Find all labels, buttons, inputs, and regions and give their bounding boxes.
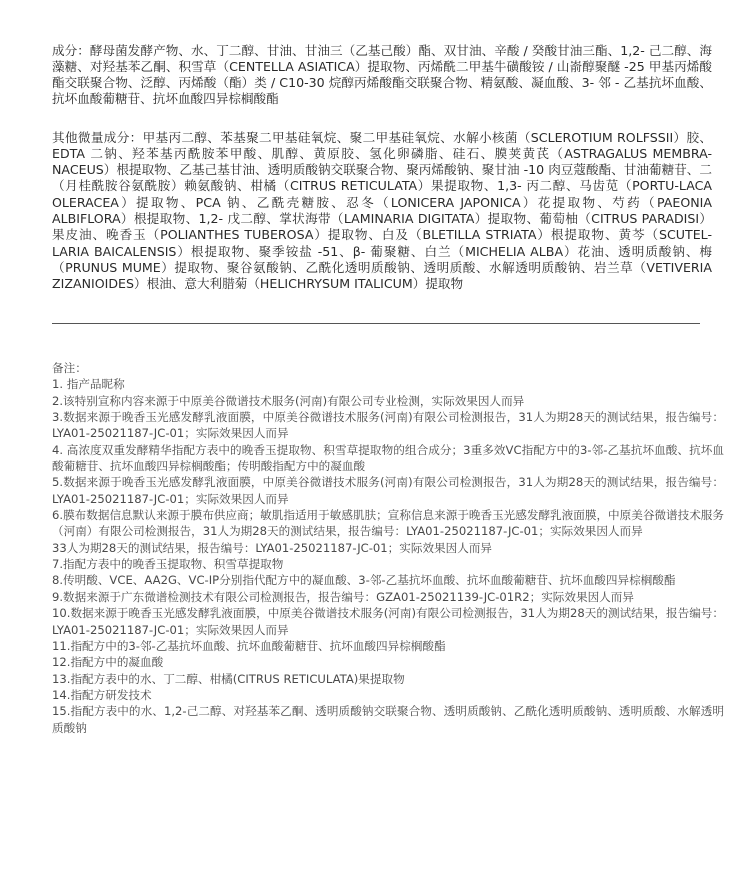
- notes-heading: 备注：: [52, 361, 87, 375]
- note-item-7: 7.指配方表中的晚香玉提取物、积雪草提取物: [52, 557, 284, 572]
- note-item-4: 4. 高浓度双重发酵精华指配方表中的晚香玉提取物、积雪草提取物的组合成分；3重多效VC指配方中的3-邻-乙基抗坏血酸、抗坏血酸葡糖苷、抗坏血酸四异棕榈酸酯；传明酸指配方中的凝血酸: [52, 442, 724, 474]
- note-item-12: 12.指配方中的凝血酸: [52, 655, 164, 670]
- main-ingredients-paragraph: 成分：酵母菌发酵产物、水、丁二醇、甘油、甘油三（乙基己酸）酯、双甘油、辛酸 / 癸酸甘油三酯、1,2- 己二醇、海藻糖、对羟基苯乙酮、积雪草（CENTELLA ASIATICA）提取物、丙烯酰二甲基牛磺酸铵 / 山嵛醇聚醚 -25 甲基丙烯酸酯交联聚合物、泛醇、丙烯酸（酯）类 / C10-30 烷醇丙烯酸酯交联聚合物、精氨酸、凝血酸、3- 邻 - 乙基抗坏血酸、抗坏血酸葡糖苷、抗坏血酸四异棕榈酸酯: [52, 42, 712, 107]
- note-item-2: 2.该特别宣称内容来源于中原美谷微谱技术服务(河南)有限公司专业检测，实际效果因人而异: [52, 393, 525, 408]
- note-item-9: 9.数据来源于广东微谱检测技术有限公司检测报告，报告编号：GZA01-25021139-JC-01R2；实际效果因人而异: [52, 589, 634, 604]
- note-item-3: 3.数据来源于晚香玉光感发酵乳液面膜，中原美谷微谱技术服务(河南)有限公司检测报告，31人为期28天的测试结果，报告编号：LYA01-25021187-JC-01；实际效果因人而异: [52, 410, 724, 441]
- section-divider: [52, 323, 700, 324]
- note-item-14: 14.指配方研发技术: [52, 687, 152, 702]
- note-item-11: 11.指配方中的3-邻-乙基抗坏血酸、抗坏血酸葡糖苷、抗坏血酸四异棕榈酸酯: [52, 638, 446, 653]
- note-item-15: 15.指配方表中的水、1,2-己二醇、对羟基苯乙酮、透明质酸钠交联聚合物、透明质酸钠、乙酰化透明质酸钠、透明质酸、水解透明质酸钠: [52, 704, 724, 735]
- minor-ingredients-paragraph: 其他微量成分：甲基丙二醇、苯基聚二甲基硅氧烷、聚二甲基硅氧烷、水解小核菌（SCLEROTIUM ROLFSSII）胶、EDTA 二钠、羟苯基丙酰胺苯甲酸、肌醇、黄原胶、氢化卵磷脂、硅石、膜荚黄芪（ASTRAGALUS MEMBRA-NACEUS）根提取物、乙基己基甘油、透明质酸钠交联聚合物、聚丙烯酸钠、聚甘油 -10 肉豆蔻酸酯、甘油葡糖苷、二（月桂酰胺谷氨酰胺）赖氨酸钠、柑橘（CITRUS RETICULATA）果提取物、1,3- 丙二醇、马齿苋（PORTU-LACA OLERACEA）提取物、PCA 钠、乙酰壳糖胺、忍冬（LONICERA JAPONICA）花提取物、芍药（PAEONIA ALBIFLORA）根提取物、1,2- 戊二醇、掌状海带（LAMINARIA DIGITATA）提取物、葡萄柚（CITRUS PARADISI）果皮油、晚香玉（POLIANTHES TUBEROSA）提取物、白及（BLETILLA STRIATA）根提取物、黄芩（SCUTEL-LARIA BAICALENSIS）根提取物、聚季铵盐 -51、β- 葡聚糖、白兰（MICHELIA ALBA）花油、透明质酸钠、梅（PRUNUS MUME）提取物、聚谷氨酸钠、乙酰化透明质酸钠、透明质酸、水解透明质酸钠、岩兰草（VETIVERIA ZIZANIOIDES）根油、意大利腊菊（HELICHRYSUM ITALICUM）提取物: [52, 129, 712, 292]
- note-item-6-continued: 33人为期28天的测试结果，报告编号：LYA01-25021187-JC-01；实际效果因人而异: [52, 540, 493, 555]
- notes-section: [52, 360, 724, 736]
- note-item-13: 13.指配方表中的水、丁二醇、柑橘(CITRUS RETICULATA)果提取物: [52, 671, 405, 686]
- note-item-5: 5.数据来源于晚香玉光感发酵乳液面膜，中原美谷微谱技术服务(河南)有限公司检测报告，31人为期28天的测试结果，报告编号：LYA01-25021187-JC-01；实际效果因人而异: [52, 475, 724, 506]
- note-item-6: 6.膜布数据信息默认来源于膜布供应商；敏肌指适用于敏感肌肤；宣称信息来源于晚香玉光感发酵乳液面膜，中原美谷微谱技术服务（河南）有限公司检测报告，31人为期28天的测试结果，报告编号：LYA01-25021187-JC-01；实际效果因人而异: [52, 508, 724, 539]
- note-item-10: 10.数据来源于晚香玉光感发酵乳液面膜，中原美谷微谱技术服务(河南)有限公司检测报告，31人为期28天的测试结果，报告编号：LYA01-25021187-JC-01；实际效果因人而异: [52, 606, 724, 637]
- note-item-1: 1. 指产品昵称: [52, 377, 125, 392]
- note-item-8: 8.传明酸、VCE、AA2G、VC-IP分别指代配方中的凝血酸、3-邻-乙基抗坏血酸、抗坏血酸葡糖苷、抗坏血酸四异棕榈酸酯: [52, 573, 676, 588]
